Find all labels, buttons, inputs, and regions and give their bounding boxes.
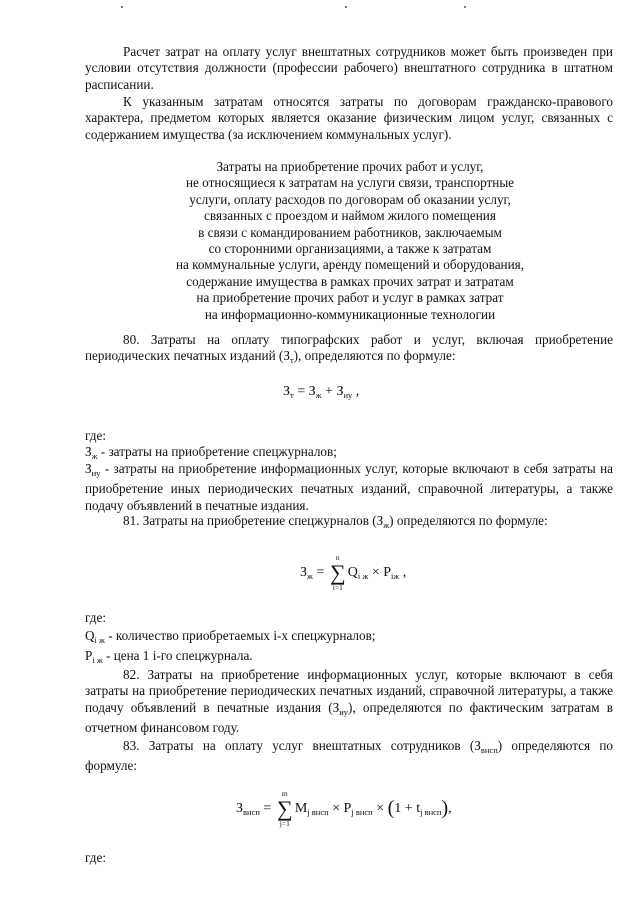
scan-artifact bbox=[121, 6, 123, 8]
definition-ziu: $З_{иу}$ - затраты на приобретение информационных услуг, которые включают в себя затраты на приобретение иных периодических печатных изданий, справочной литературы, а также подачу объявлений в печатные издания. bbox=[85, 461, 613, 513]
scan-artifact bbox=[345, 6, 347, 8]
heading-line: на коммунальные услуги, аренду помещений и оборудования, bbox=[175, 257, 525, 273]
heading-line: в связи с командированием работников, заключаемым bbox=[198, 224, 502, 240]
heading-line: содержание имущества в рамках прочих затрат и затратам bbox=[186, 273, 514, 289]
paragraph-2: К указанным затратам относятся затраты по договорам гражданско-правового характера, предметом которых является оказание физическим лицом услуг, связанных с содержанием имущества (за исключением коммунальных услуг). bbox=[85, 94, 613, 142]
heading-line: на информационно-коммуникационные технологии bbox=[204, 306, 496, 322]
scan-artifact bbox=[464, 6, 466, 8]
sum-symbol: n ∑ i=1 bbox=[329, 553, 346, 592]
where-label-80: где: bbox=[85, 428, 106, 443]
formula-81: $З_ж$ = n ∑ i=1 $Q_{i ж} \times P_{iж}$ , bbox=[300, 553, 407, 592]
heading-line: со сторонними организациями, а также к затратам bbox=[208, 241, 492, 257]
definition-zh: $З_ж$ - затраты на приобретение спецжурналов; bbox=[85, 444, 337, 461]
where-label-81: где: bbox=[85, 610, 106, 625]
formula-80: $З_т = З_ж + З_{иу}$ , bbox=[283, 384, 360, 400]
section-heading bbox=[130, 159, 570, 323]
sum-symbol: m ∑ j=1 bbox=[276, 789, 293, 828]
paragraph-1: Расчет затрат на оплату услуг внештатных сотрудников может быть произведен при условии отсутствия должности (профессии рабочего) внештатного сотрудника в штатном расписании. bbox=[85, 44, 613, 92]
heading-line: Затраты на приобретение прочих работ и услуг, bbox=[216, 159, 484, 174]
item-83-text: 83. Затраты на оплату услуг внештатных сотрудников $(З_{внсп})$ определяются по формуле: bbox=[85, 738, 614, 774]
where-label-83: где: bbox=[85, 850, 106, 865]
heading-line: не относящиеся к затратам на услуги связи, транспортные bbox=[185, 175, 515, 191]
definition-pizh: $P_{i ж}$ - цена 1 i-го спецжурнала. bbox=[85, 648, 253, 665]
item-81-text: 81. Затраты на приобретение спецжурналов $(З_ж)$ определяются по формуле: bbox=[123, 513, 548, 530]
heading-line: услуги, оплату расходов по договорам об оказании услуг, bbox=[189, 191, 511, 207]
item-82-text: 82. Затраты на приобретение информационных услуг, которые включают в себя затраты на приобретение периодических печатных изданий, справочной литературы, а также подачу объявлений в печатные издания $(З_{иу})$, определяются по фактическим затратам в отчетном финансовом году. bbox=[85, 667, 613, 736]
heading-line: на приобретение прочих работ и услуг в рамках затрат bbox=[196, 290, 504, 306]
item-80-text: 80. Затраты на оплату типографских работ и услуг, включая приобретение периодических печатных изданий $(З_т)$, определяются по формуле: bbox=[85, 332, 613, 366]
formula-83: $З_{внсп}$ = m ∑ j=1 $M_{j внсп} \times P_{j внсп} \times (1 + t_{j внсп})$, bbox=[236, 789, 452, 828]
heading-line: связанных с проездом и наймом жилого помещения bbox=[204, 208, 496, 224]
definition-qizh: $Q_{i ж}$ - количество приобретаемых i-х спецжурналов; bbox=[85, 628, 376, 645]
